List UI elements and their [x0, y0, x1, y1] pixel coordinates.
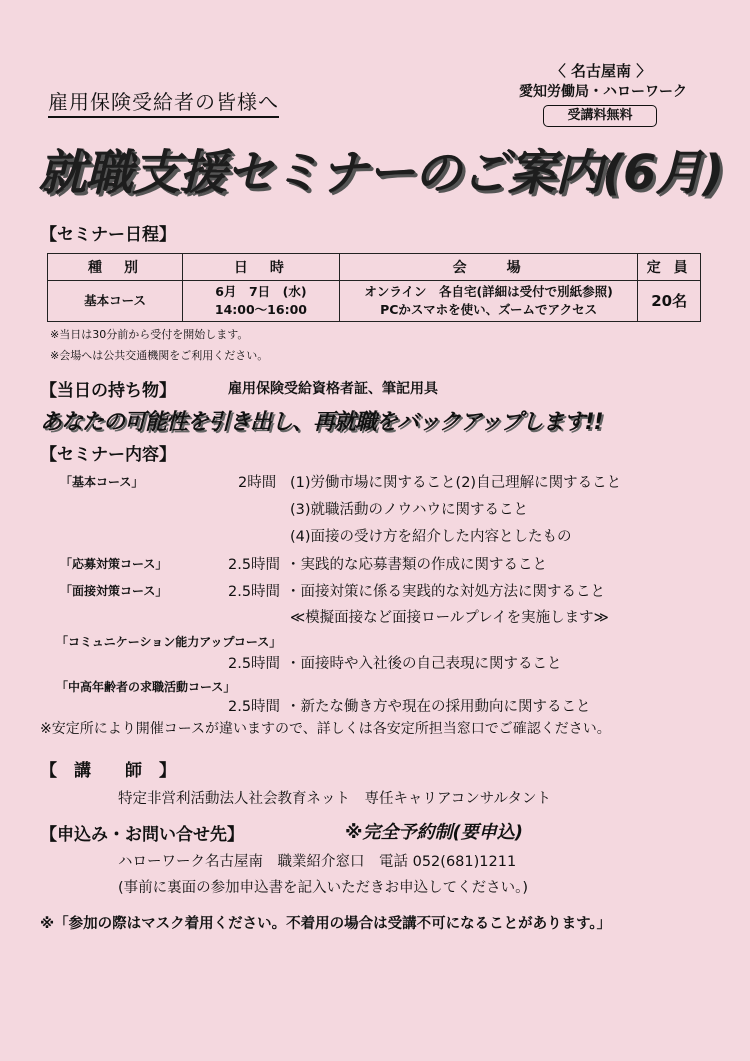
- schedule-heading: 【セミナー日程】: [40, 225, 176, 245]
- content-heading: 【セミナー内容】: [40, 445, 176, 465]
- column-header: 定 員: [638, 254, 701, 281]
- contact-note: (事前に裏面の参加申込書を記入いただきお申込してください。): [118, 880, 529, 896]
- lecturer-name: 特定非営利活動法人社会教育ネット 専任キャリアコンサルタント: [118, 791, 551, 807]
- table-header-row: [48, 254, 701, 281]
- mask-note: ※「参加の際はマスク着用ください。不着用の場合は受講不可になることがあります。」: [40, 916, 612, 932]
- venue-cell: [339, 281, 638, 322]
- course-item: (3)就職活動のノウハウに関すること: [290, 502, 529, 518]
- course-hours: 2.5時間: [228, 557, 281, 573]
- schedule-note: ※当日は30分前から受付を開始します。: [50, 328, 249, 341]
- course-note: ※安定所により開催コースが違いますので、詳しくは各安定所担当窓口でご確認ください。: [40, 721, 611, 737]
- capacity: 20名: [638, 281, 701, 322]
- course-sub-note: ≪模擬面接など面接ロールプレイを実施します≫: [290, 610, 609, 626]
- date-time-cell: [183, 281, 340, 322]
- slogan: あなたの可能性を引き出し、再就職をバックアップします!!: [40, 410, 603, 435]
- course-desc: ・面接対策に係る実践的な対処方法に関すること: [286, 584, 605, 600]
- venue-line: オンライン 各自宅(詳細は受付で別紙参照): [364, 284, 613, 299]
- course-desc: ・実践的な応募書類の作成に関すること: [286, 557, 547, 573]
- date: 6月 7日 (水): [215, 284, 307, 299]
- column-header: 日 時: [183, 254, 340, 281]
- course-item: (4)面接の受け方を紹介した内容としたもの: [290, 529, 572, 545]
- course-hours: 2.5時間: [228, 656, 281, 672]
- lecturer-heading: 【 講 師 】: [40, 761, 176, 781]
- course-hours: 2.5時間: [228, 699, 281, 715]
- course-name: 「面接対策コース」: [60, 584, 168, 598]
- course-name: 「中高年齢者の求職活動コース」: [56, 680, 236, 694]
- course-hours: 2.5時間: [228, 584, 281, 600]
- free-badge: 受講料無料: [543, 105, 657, 127]
- venue-line: PCかスマホを使い、ズームでアクセス: [380, 302, 598, 317]
- course-type: 基本コース: [48, 281, 183, 322]
- column-header: 種 別: [48, 254, 183, 281]
- course-name: 「応募対策コース」: [60, 557, 168, 571]
- course-desc: ・面接時や入社後の自己表現に関すること: [286, 656, 562, 672]
- course-hours: 2時間: [238, 475, 277, 491]
- column-header: 会 場: [339, 254, 638, 281]
- bring-heading: 【当日の持ち物】: [40, 381, 176, 401]
- organization-name: 愛知労働局・ハローワーク: [519, 84, 687, 100]
- greeting: 雇用保険受給者の皆様へ: [48, 86, 279, 118]
- schedule-note: ※会場へは公共交通機関をご利用ください。: [50, 349, 269, 362]
- office-name: 〈 名古屋南 〉: [550, 62, 652, 80]
- page-title: 就職支援セミナーのご案内(6月): [38, 145, 724, 201]
- reservation-note: ※完全予約制(要申込): [345, 822, 523, 843]
- course-desc: ・新たな働き方や現在の採用動向に関すること: [286, 699, 591, 715]
- course-item: (1)労働市場に関すること(2)自己理解に関すること: [290, 475, 622, 491]
- contact-heading: 【申込み・お問い合せ先】: [40, 825, 244, 845]
- course-name: 「コミュニケーション能力アップコース」: [56, 635, 282, 649]
- schedule-table: [47, 253, 701, 322]
- course-name: 「基本コース」: [60, 475, 144, 489]
- time: 14:00～16:00: [214, 302, 307, 317]
- bring-items: 雇用保険受給資格者証、筆記用具: [228, 381, 438, 397]
- table-row: [48, 281, 701, 322]
- contact-office: ハローワーク名古屋南 職業紹介窓口 電話 052(681)1211: [118, 854, 517, 870]
